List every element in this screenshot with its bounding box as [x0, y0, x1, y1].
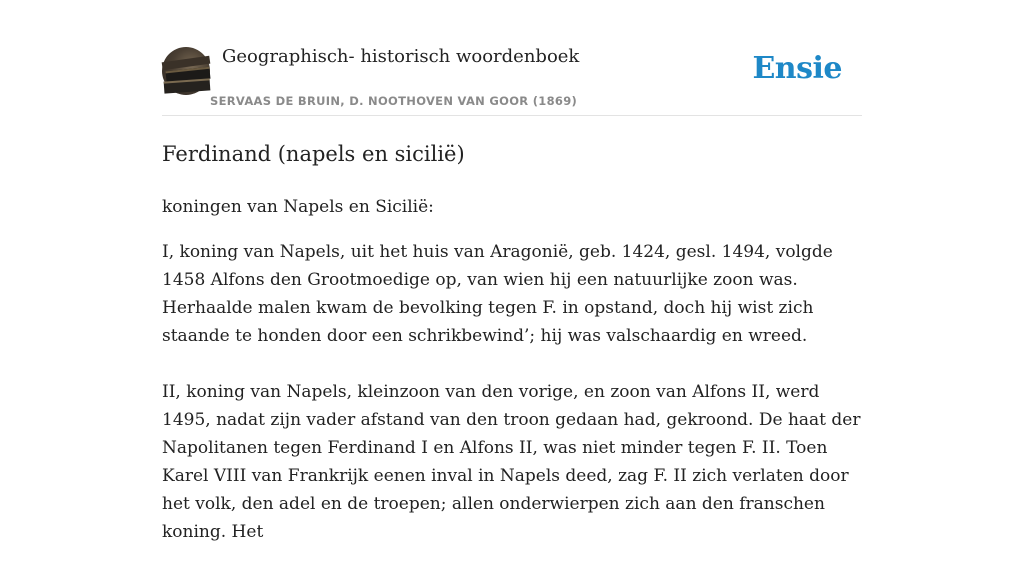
entry-title: Ferdinand (napels en sicilië)	[162, 142, 465, 166]
book-author: SERVAAS DE BRUIN, D. NOOTHOVEN VAN GOOR (1869)	[210, 94, 578, 108]
book-spine	[164, 78, 211, 93]
book-cover-avatar[interactable]	[162, 47, 210, 95]
entry-subtitle: koningen van Napels en Sicilië:	[162, 197, 434, 217]
entry-paragraph: II, koning van Napels, kleinzoon van den vorige, en zoon van Alfons II, werd 1495, nadat zijn vader afstand van den troon gedaan had, gekroond. De haat der Napolitanen tegen Ferdinand I en Alfons II, was niet minder tegen F. II. Toen Karel VIII van Frankrijk eenen inval in Napels deed, zag F. II zich verlaten door het volk, den adel en de troepen; allen onderwierpen zich aan den franschen koning. Het	[162, 382, 861, 542]
book-header	[162, 40, 862, 116]
ensie-logo[interactable]: Ensie	[752, 51, 842, 86]
entry-content	[162, 138, 867, 574]
entry-paragraph: I, koning van Napels, uit het huis van Aragonië, geb. 1424, gesl. 1494, volgde 1458 Alfons den Grootmoedige op, van wien hij een natuurlijke zoon was. Herhaalde malen kwam de bevolking tegen F. in opstand, doch hij wist zich staande te honden door een schrikbewind’; hij was valschaardig en wreed.	[162, 242, 833, 346]
book-title[interactable]: Geographisch- historisch woordenboek	[222, 46, 580, 67]
